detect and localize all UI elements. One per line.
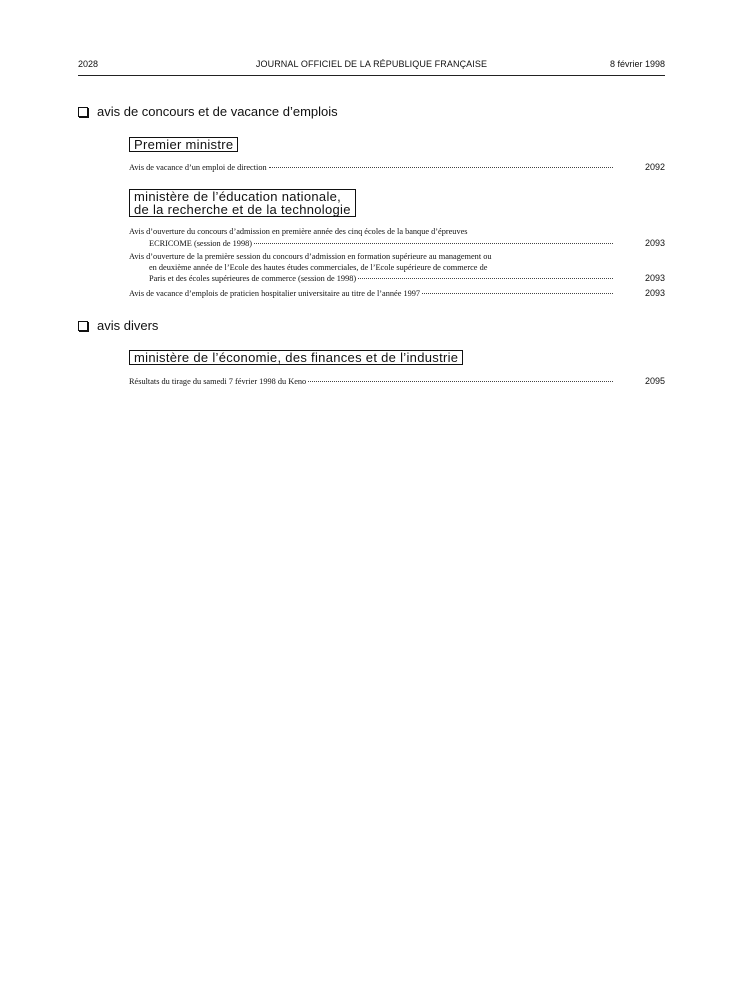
entry-page-number: 2093 — [644, 237, 665, 248]
toc-entry — [129, 252, 665, 285]
entry-page-number: 2095 — [644, 376, 665, 386]
dot-leader — [254, 243, 613, 244]
ministry-name-line: ministère de l’éducation nationale, — [134, 189, 342, 204]
ministry-name: ministère de l’économie, des finances et de l’industrie — [134, 350, 459, 365]
ministry-heading-economie — [129, 350, 463, 365]
toc-entry — [129, 227, 665, 249]
section-title: avis de concours et de vacance d’emplois — [97, 104, 338, 119]
entry-text: Avis d’ouverture du concours d’admission en première année des cinq écoles de la banque d’épreuves — [129, 227, 468, 236]
entry-page-number: 2092 — [644, 162, 665, 172]
entry-text: Paris et des écoles supérieures de commerce (session de 1998) — [149, 274, 357, 283]
header-rule — [78, 75, 665, 76]
entry-text: Résultats du tirage du samedi 7 février 1998 du Keno — [129, 377, 307, 386]
dot-leader — [358, 278, 613, 279]
entry-text: ECRICOME (session de 1998) — [149, 238, 253, 248]
entry-text: Avis de vacance d’un emploi de direction — [129, 163, 267, 172]
ministry-heading-education — [129, 189, 356, 217]
dot-leader — [422, 293, 613, 294]
entry-page-number: 2093 — [644, 273, 665, 283]
entry-text: Avis de vacance d’emplois de praticien hospitalier universitaire au titre de l’année 1997 — [129, 289, 421, 298]
section-title: avis divers — [97, 318, 159, 333]
page-header — [78, 59, 665, 71]
entry-page-number: 2093 — [644, 288, 665, 298]
ministry-name: Premier ministre — [134, 137, 234, 152]
toc-entry — [129, 162, 665, 174]
journal-title: JOURNAL OFFICIEL DE LA RÉPUBLIQUE FRANÇAISE — [255, 59, 488, 69]
checkbox-square-icon — [78, 321, 88, 331]
toc-entry — [129, 376, 665, 388]
checkbox-square-icon — [78, 107, 88, 117]
entry-text: en deuxième année de l’Ecole des hautes études commerciales, de l’Ecole supérieure de commerce de — [149, 262, 488, 272]
page-number: 2028 — [78, 59, 99, 69]
section-heading-avis-divers — [78, 318, 158, 333]
issue-date: 8 février 1998 — [609, 59, 665, 69]
toc-entry — [129, 288, 665, 300]
dot-leader — [308, 381, 613, 382]
entry-text: Avis d’ouverture de la première session du concours d’admission en formation supérieure au management ou — [129, 252, 492, 261]
section-heading-concours — [78, 104, 338, 119]
ministry-name-line: de la recherche et de la technologie — [134, 202, 351, 217]
ministry-heading-premier-ministre — [129, 137, 238, 152]
dot-leader — [269, 167, 613, 168]
